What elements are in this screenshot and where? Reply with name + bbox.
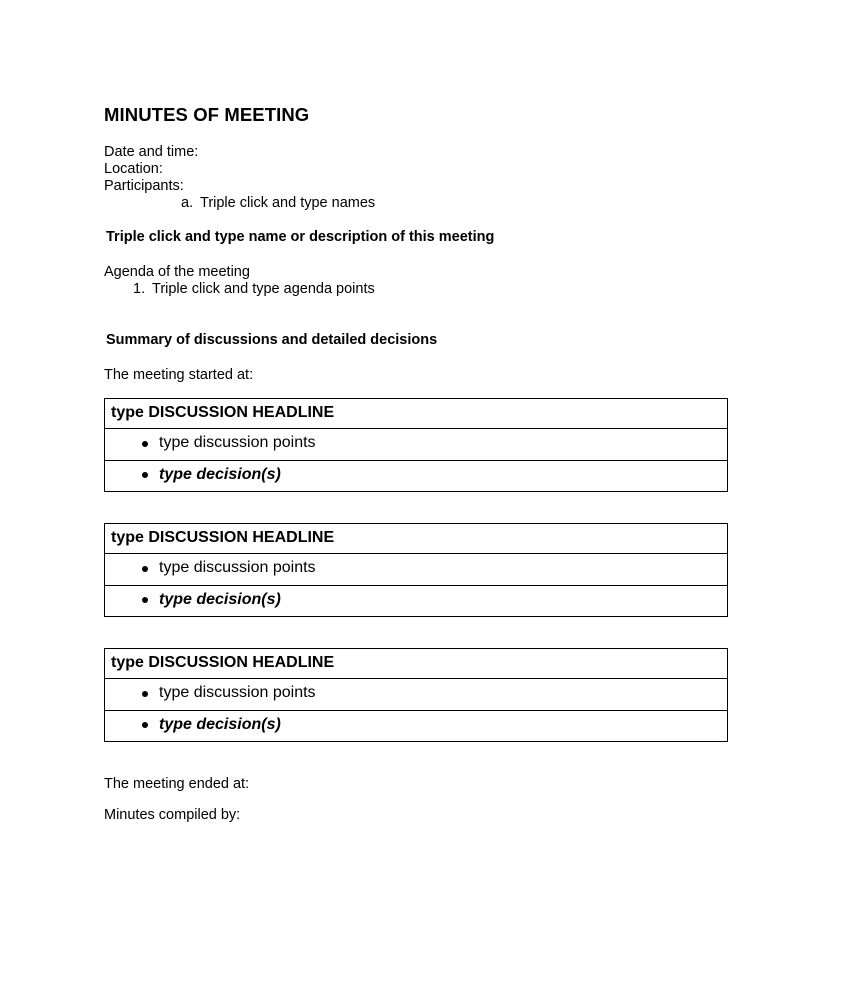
meeting-started-label: The meeting started at:	[104, 367, 254, 383]
agenda-title: Agenda of the meeting	[104, 264, 250, 280]
bullet-icon	[142, 441, 148, 447]
discussion-decision-cell[interactable]	[105, 711, 727, 741]
discussion-table	[104, 398, 728, 492]
discussion-decision-cell[interactable]	[105, 461, 727, 491]
discussion-points: type discussion points	[159, 684, 316, 701]
discussion-headline-cell[interactable]	[105, 524, 727, 554]
discussion-headline: type DISCUSSION HEADLINE	[111, 404, 335, 421]
discussion-points-cell[interactable]	[105, 429, 727, 461]
bullet-icon	[142, 472, 148, 478]
meeting-ended-label: The meeting ended at:	[104, 776, 250, 792]
discussion-table	[104, 648, 728, 742]
document-title: MINUTES OF MEETING	[104, 104, 310, 125]
meeting-description[interactable]: Triple click and type name or description of this meeting	[106, 229, 495, 245]
discussion-headline: type DISCUSSION HEADLINE	[111, 654, 335, 671]
list-marker: 1.	[133, 281, 146, 297]
discussion-decision-cell[interactable]	[105, 586, 727, 616]
agenda-placeholder: Triple click and type agenda points	[152, 281, 375, 297]
discussion-headline-cell[interactable]	[105, 399, 727, 429]
participants-label: Participants:	[104, 178, 184, 194]
discussion-points: type discussion points	[159, 559, 316, 576]
participant-placeholder: Triple click and type names	[200, 195, 376, 211]
compiled-by-label: Minutes compiled by:	[104, 807, 241, 823]
location-label: Location:	[104, 161, 163, 177]
discussion-headline-cell[interactable]	[105, 649, 727, 679]
list-marker: a.	[181, 195, 194, 211]
discussion-decisions: type decision(s)	[159, 466, 281, 483]
discussion-points-cell[interactable]	[105, 554, 727, 586]
bullet-icon	[142, 566, 148, 572]
agenda-list-item[interactable]	[133, 281, 375, 297]
discussion-headline: type DISCUSSION HEADLINE	[111, 529, 335, 546]
discussion-table	[104, 523, 728, 617]
date-time-label: Date and time:	[104, 144, 199, 160]
discussion-decisions: type decision(s)	[159, 716, 281, 733]
participant-list-item[interactable]	[181, 195, 375, 211]
bullet-icon	[142, 722, 148, 728]
bullet-icon	[142, 597, 148, 603]
discussion-points: type discussion points	[159, 434, 316, 451]
bullet-icon	[142, 691, 148, 697]
summary-title: Summary of discussions and detailed decisions	[106, 332, 438, 348]
discussion-decisions: type decision(s)	[159, 591, 281, 608]
discussion-points-cell[interactable]	[105, 679, 727, 711]
